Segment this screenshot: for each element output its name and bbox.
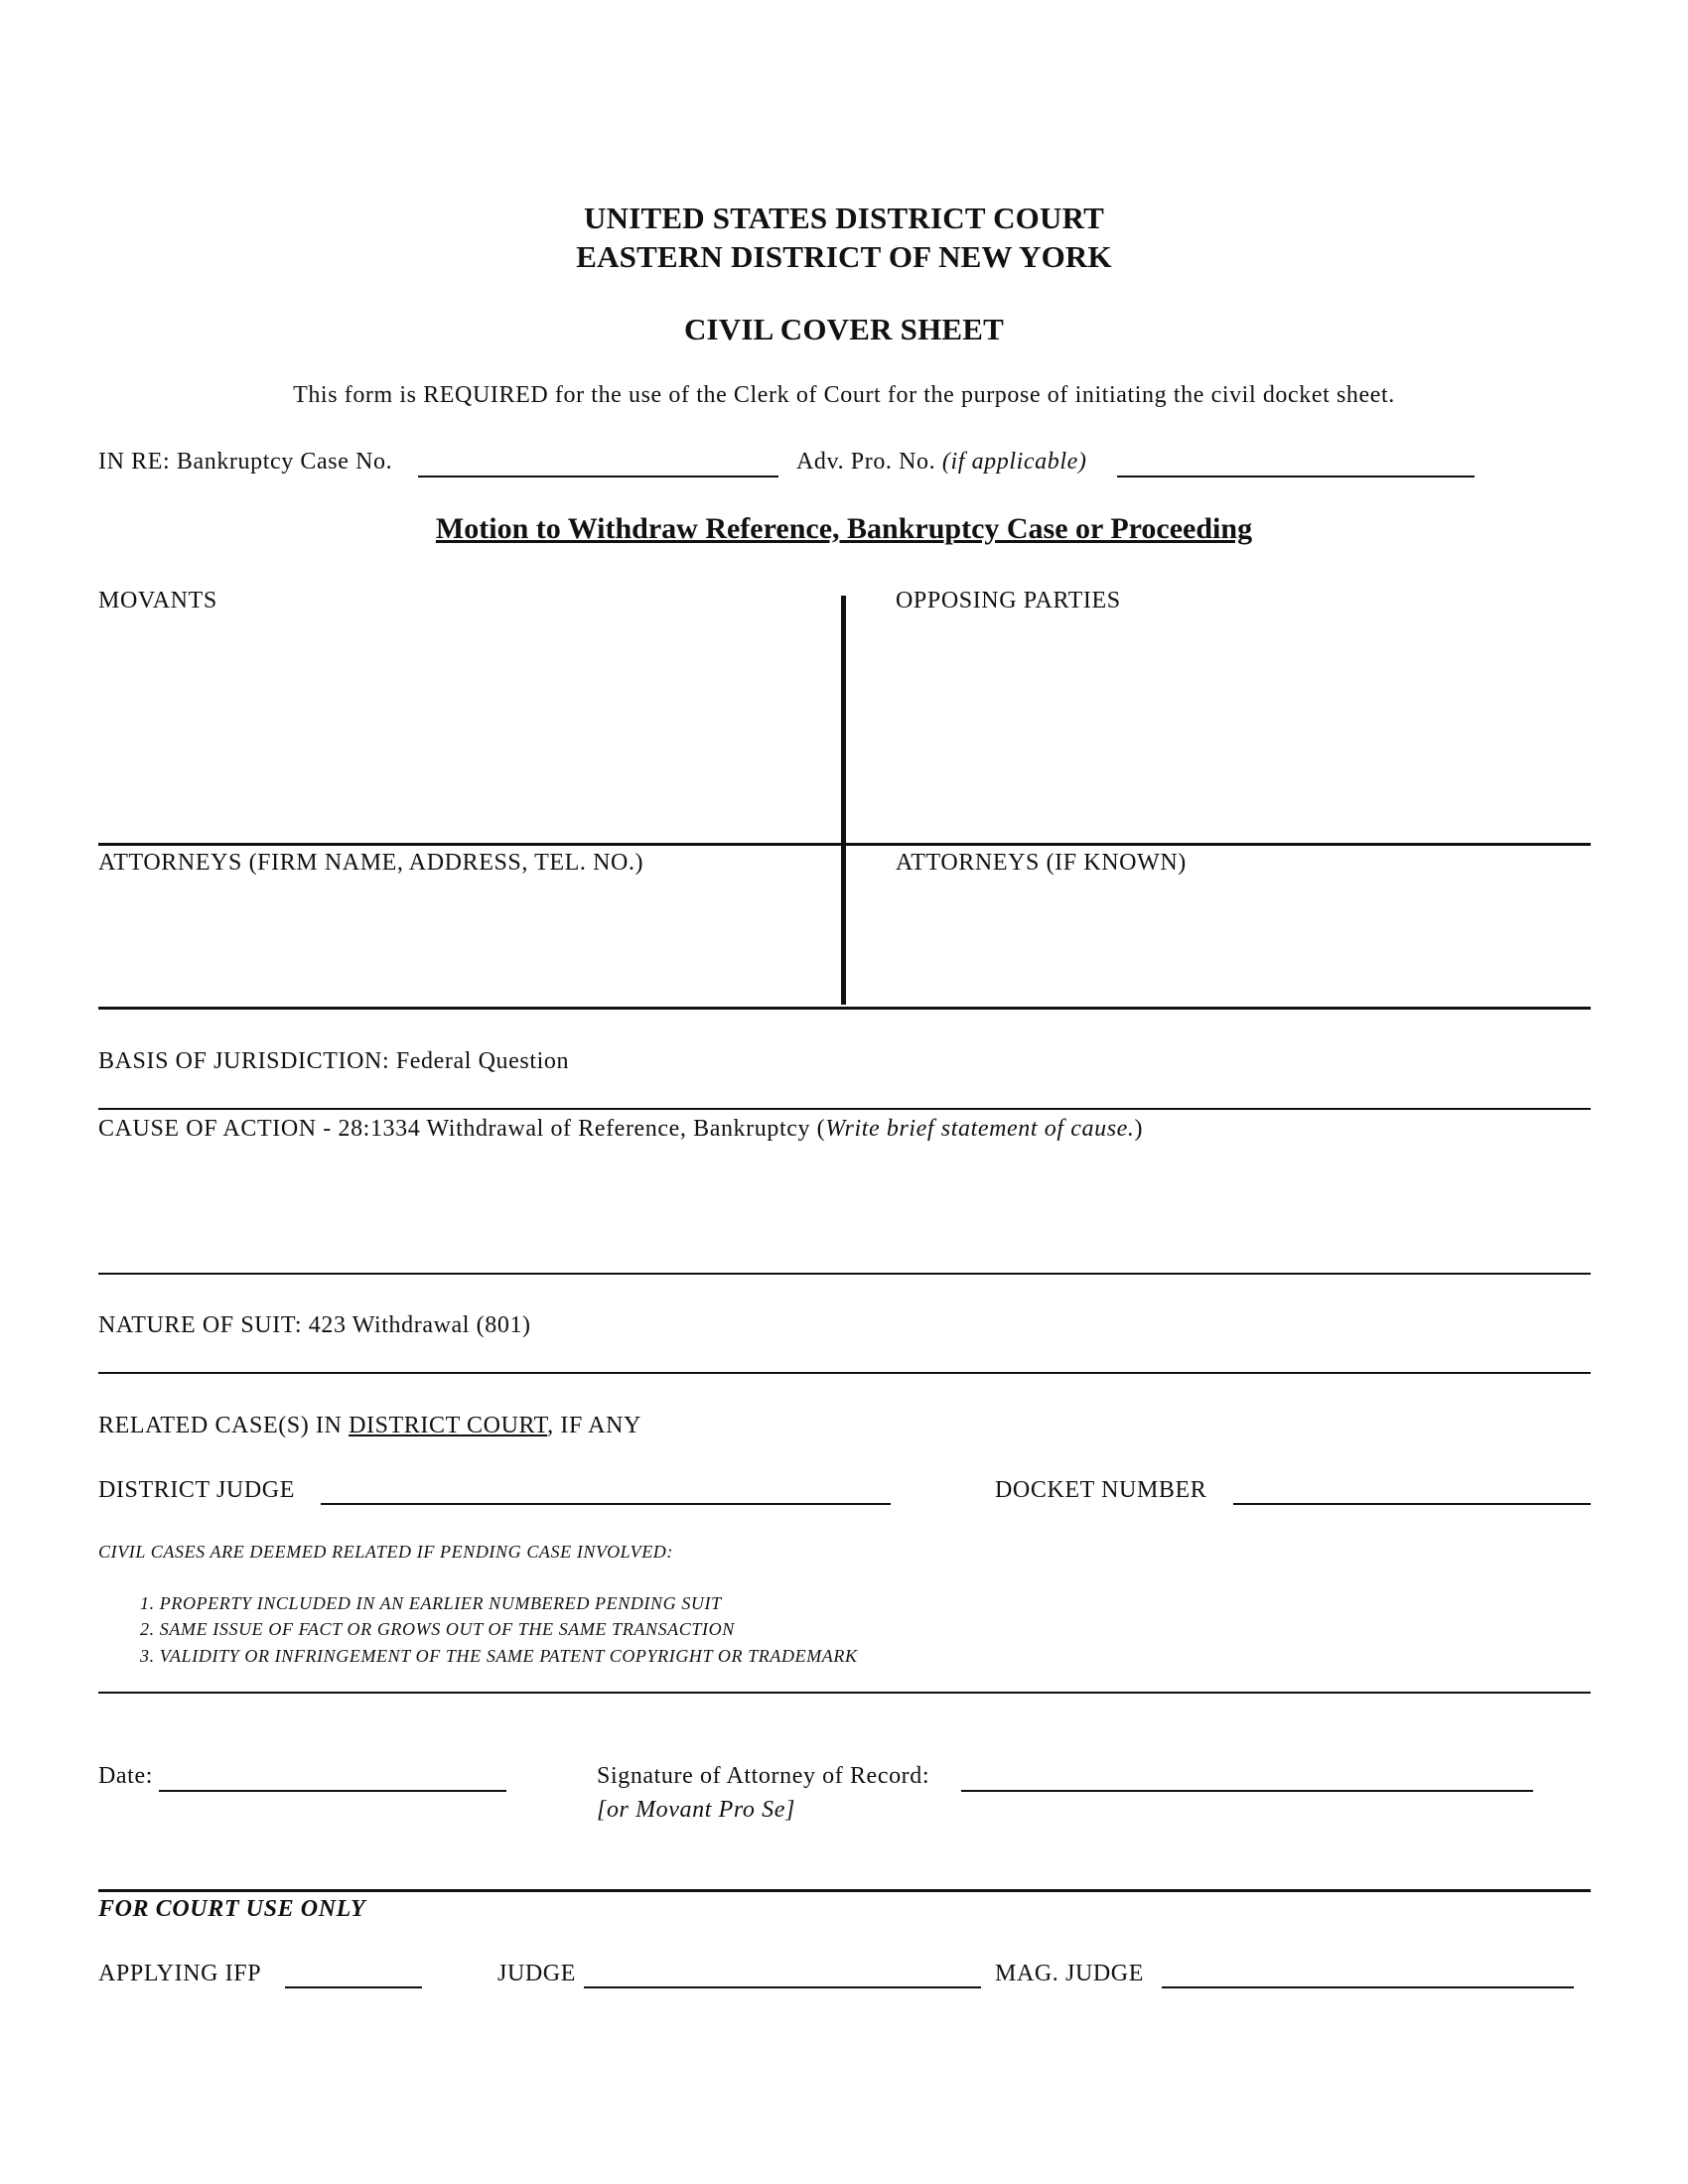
adv-pro-label-text: Adv. Pro. No. — [796, 449, 936, 475]
form-title: CIVIL COVER SHEET — [683, 312, 1005, 346]
parties-bottom-rule — [98, 1007, 1591, 1010]
bankruptcy-case-field[interactable] — [418, 476, 778, 478]
movants-field[interactable] — [98, 615, 833, 836]
docket-number-label: DOCKET NUMBER — [995, 1477, 1207, 1503]
cause-statement-field[interactable] — [98, 1148, 1591, 1267]
opposing-parties-field[interactable] — [896, 615, 1591, 836]
jurisdiction-rule — [98, 1108, 1591, 1110]
pro-se-note: [or Movant Pro Se] — [597, 1797, 795, 1823]
docket-number-field[interactable] — [1233, 1503, 1591, 1505]
mag-judge-field[interactable] — [1162, 1986, 1574, 1988]
date-label: Date: — [98, 1763, 153, 1789]
attorneys-label: ATTORNEYS (FIRM NAME, ADDRESS, TEL. NO.) — [98, 850, 644, 876]
court-district: EASTERN DISTRICT OF NEW YORK — [576, 239, 1112, 274]
cause-close: ) — [1134, 1116, 1144, 1142]
motion-title: Motion to Withdraw Reference, Bankruptcy Case or Proceeding — [435, 512, 1253, 545]
deemed-related-heading: CIVIL CASES ARE DEEMED RELATED IF PENDING CASE INVOLVED: — [98, 1542, 674, 1562]
mag-judge-label: MAG. JUDGE — [995, 1961, 1144, 1986]
opposing-parties-label: OPPOSING PARTIES — [896, 588, 1121, 614]
attorneys-known-label: ATTORNEYS (IF KNOWN) — [896, 850, 1187, 876]
applying-ifp-label: APPLYING IFP — [98, 1961, 262, 1986]
district-judge-label: DISTRICT JUDGE — [98, 1477, 295, 1503]
adv-pro-note: (if applicable) — [941, 449, 1087, 475]
signature-rule — [98, 1889, 1591, 1892]
judge-field[interactable] — [584, 1986, 981, 1988]
related-rule-3: 3. VALIDITY OR INFRINGEMENT OF THE SAME PATENT COPYRIGHT OR TRADEMARK — [140, 1646, 858, 1666]
related-label-post: , IF ANY — [547, 1413, 641, 1438]
nature-value: 423 Withdrawal (801) — [308, 1312, 531, 1338]
parties-row-divider — [98, 843, 1591, 846]
jurisdiction-value: Federal Question — [395, 1048, 570, 1074]
adv-pro-label — [796, 449, 1087, 476]
bankruptcy-case-label: IN RE: Bankruptcy Case No. — [98, 449, 393, 475]
parties-divider — [841, 596, 846, 1005]
attorneys-field[interactable] — [98, 878, 833, 997]
adv-pro-field[interactable] — [1117, 476, 1475, 478]
jurisdiction-row — [98, 1048, 569, 1075]
cause-of-action-row — [98, 1116, 1143, 1143]
cause-label: CAUSE OF ACTION - 28:1334 Withdrawal of Reference, Bankruptcy ( — [98, 1116, 826, 1142]
nature-rule — [98, 1372, 1591, 1374]
cause-rule — [98, 1273, 1591, 1275]
date-field[interactable] — [159, 1790, 506, 1792]
form-notice: This form is REQUIRED for the use of the Clerk of Court for the purpose of initiating the civil docket sheet. — [293, 382, 1395, 408]
nature-of-suit-row — [98, 1312, 531, 1339]
signature-field[interactable] — [961, 1790, 1533, 1792]
cause-hint: Write brief statement of cause. — [825, 1116, 1135, 1142]
movants-label: MOVANTS — [98, 588, 217, 614]
nature-label: NATURE OF SUIT: — [98, 1312, 303, 1338]
related-label-pre: RELATED CASE(S) IN — [98, 1413, 350, 1438]
related-rule-2: 2. SAME ISSUE OF FACT OR GROWS OUT OF THE SAME TRANSACTION — [140, 1619, 735, 1639]
jurisdiction-label: BASIS OF JURISDICTION: — [98, 1048, 390, 1074]
signature-label: Signature of Attorney of Record: — [597, 1763, 930, 1789]
district-judge-field[interactable] — [321, 1503, 891, 1505]
court-use-heading: FOR COURT USE ONLY — [98, 1896, 366, 1922]
related-rule-1: 1. PROPERTY INCLUDED IN AN EARLIER NUMBERED PENDING SUIT — [140, 1593, 722, 1613]
attorneys-known-field[interactable] — [896, 878, 1591, 997]
related-rule-divider — [98, 1692, 1591, 1694]
applying-ifp-field[interactable] — [285, 1986, 422, 1988]
related-label-link: DISTRICT COURT — [349, 1413, 548, 1438]
court-name: UNITED STATES DISTRICT COURT — [584, 201, 1104, 235]
judge-label: JUDGE — [497, 1961, 576, 1986]
related-cases-heading — [98, 1413, 641, 1439]
